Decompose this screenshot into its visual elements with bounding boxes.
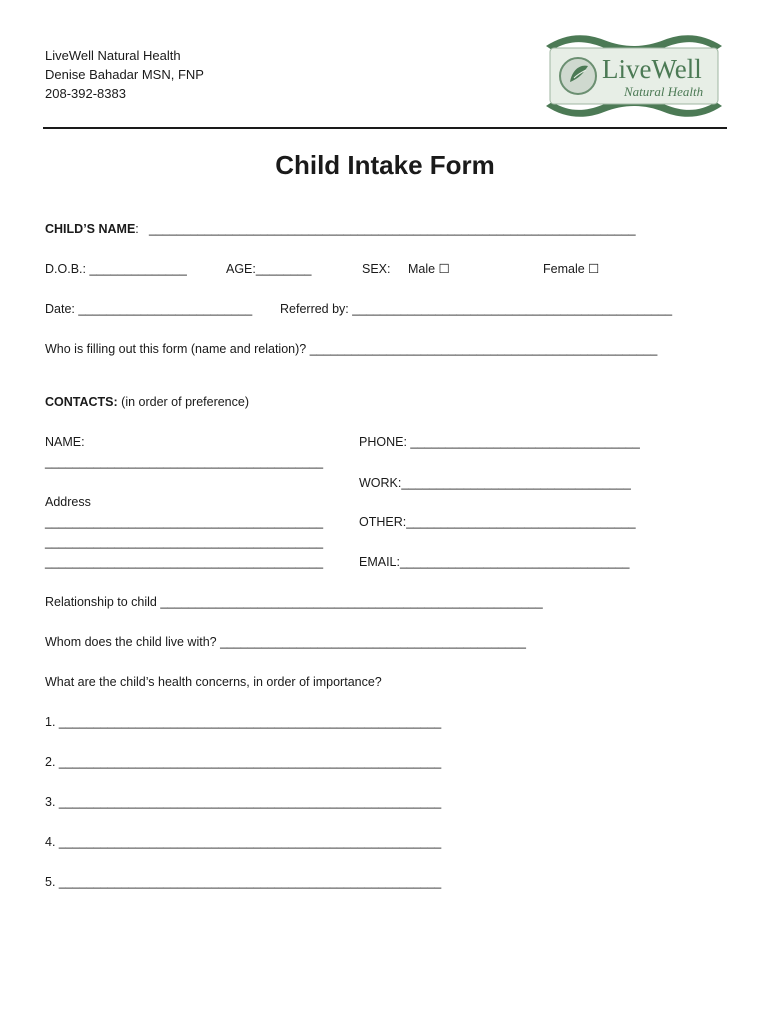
female-checkbox[interactable]: Female ☐ <box>543 262 600 276</box>
dob-field[interactable]: D.O.B.: ______________ <box>45 262 187 276</box>
logo-tagline-text: Natural Health <box>624 84 704 99</box>
provider-name: Denise Bahadar MSN, FNP <box>45 67 204 82</box>
lives-with-field[interactable]: Whom does the child live with? ____________________________________________ <box>45 635 526 649</box>
concern-line-3[interactable]: 3. _______________________________________________________ <box>45 795 442 809</box>
header-divider <box>43 127 727 129</box>
male-checkbox[interactable]: Male ☐ <box>408 262 450 276</box>
page-title: Child Intake Form <box>275 150 495 180</box>
childs-name-label: CHILD’S NAME: <box>45 222 139 236</box>
concern-line-2[interactable]: 2. _______________________________________________________ <box>45 755 442 769</box>
referred-by-field[interactable]: Referred by: ______________________________________________ <box>280 302 673 316</box>
contact-name-label: NAME: <box>45 435 85 449</box>
address-line-1[interactable]: ________________________________________ <box>45 515 324 529</box>
work-phone-field[interactable]: WORK:_________________________________ <box>359 476 631 490</box>
concern-line-5[interactable]: 5. _______________________________________________________ <box>45 875 442 889</box>
contacts-heading: CONTACTS: (in order of preference) <box>45 395 249 409</box>
other-phone-field[interactable]: OTHER:_________________________________ <box>359 515 636 529</box>
address-label: Address <box>45 495 91 509</box>
concern-line-1[interactable]: 1. _______________________________________________________ <box>45 715 442 729</box>
sex-label: SEX: <box>362 262 391 276</box>
date-field[interactable]: Date: _________________________ <box>45 302 253 316</box>
email-field[interactable]: EMAIL:_________________________________ <box>359 555 630 569</box>
phone-field[interactable]: PHONE: _________________________________ <box>359 435 640 449</box>
contact-name-field[interactable]: ________________________________________ <box>45 455 324 469</box>
age-field[interactable]: AGE:________ <box>226 262 312 276</box>
address-line-2[interactable]: ________________________________________ <box>45 535 324 549</box>
health-concerns-question: What are the child’s health concerns, in order of importance? <box>45 675 382 689</box>
clinic-phone: 208-392-8383 <box>45 86 126 101</box>
relationship-field[interactable]: Relationship to child _______________________________________________________ <box>45 595 543 609</box>
form-filler-field[interactable]: Who is filling out this form (name and relation)? __________________________________________________ <box>45 342 658 356</box>
childs-name-field[interactable]: ______________________________________________________________________ <box>149 222 636 236</box>
logo-brand-text: LiveWell <box>602 54 702 84</box>
concern-line-4[interactable]: 4. _______________________________________________________ <box>45 835 442 849</box>
address-line-3[interactable]: ________________________________________ <box>45 555 324 569</box>
org-name: LiveWell Natural Health <box>45 48 181 63</box>
livewell-logo <box>544 32 724 120</box>
